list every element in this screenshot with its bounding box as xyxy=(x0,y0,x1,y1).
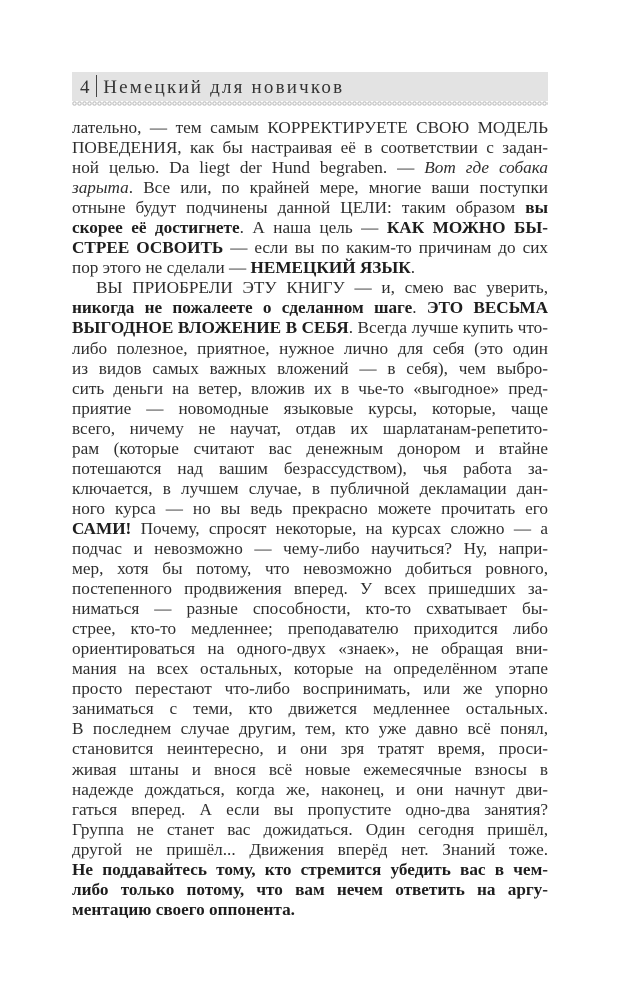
text-run: просто перестают что-либо воспринимать, или же упорно xyxy=(72,679,548,699)
text-run: . А наша цель — xyxy=(239,218,387,238)
text-run: Почему, спросят некоторые, на курсах сложно — а xyxy=(131,518,548,538)
text-line xyxy=(72,399,548,419)
text-run: приятие — новомодные языковые курсы, которые, чаще xyxy=(72,398,548,418)
text-run: подчас и невозможно — чему-либо научиться? Ну, напри- xyxy=(72,538,548,558)
text-run: . Всегда лучше купить что- xyxy=(348,318,548,338)
text-line xyxy=(72,359,548,379)
page-number: 4 xyxy=(80,77,92,98)
bold-text: ЭТО ВЕСЬМА xyxy=(426,298,548,318)
text-line xyxy=(72,840,548,860)
bold-text: САМИ! xyxy=(72,518,132,538)
text-line xyxy=(72,439,548,459)
italic-text: Вот где собака xyxy=(424,158,548,178)
decorative-chain-rule xyxy=(72,101,548,106)
book-title: Немецкий для новичков xyxy=(103,77,345,98)
text-line xyxy=(72,379,548,399)
text-line xyxy=(72,820,548,840)
text-line xyxy=(72,178,548,198)
text-run: мания на всех остальных, которые на определённом этапе xyxy=(72,659,548,679)
text-run: — если вы по каким-то причинам до сих xyxy=(223,238,548,258)
text-run: становится неинтересно, и они зря тратят время, проси- xyxy=(72,739,548,759)
bold-text: КАК МОЖНО БЫ- xyxy=(386,218,548,238)
text-run: гаться вперед. А если вы пропустите одно-два занятия? xyxy=(72,799,548,819)
text-line xyxy=(72,318,548,338)
bold-text: ментацию своего оппонента. xyxy=(72,899,295,919)
text-run: ПОВЕДЕНИЯ, как бы настраивая её в соответствии с задан- xyxy=(72,138,548,158)
text-run: рам (которые считают вас денежным донором и втайне xyxy=(72,438,548,458)
text-run: из видов самых важных вложений — в себя), чем выбро- xyxy=(72,358,548,378)
text-line xyxy=(72,579,548,599)
text-line xyxy=(72,760,548,780)
text-run: ВЫ ПРИОБРЕЛИ ЭТУ КНИГУ — и, смею вас уверить, xyxy=(96,278,548,298)
text-run: лательно, — тем самым КОРРЕКТИРУЕТЕ СВОЮ МОДЕЛЬ xyxy=(72,118,548,137)
text-line xyxy=(72,679,548,699)
header-divider xyxy=(96,75,98,97)
text-line xyxy=(72,459,548,479)
text-line xyxy=(72,860,548,880)
text-run: Группа не станет вас дожидаться. Один сегодня пришёл, xyxy=(72,819,548,839)
text-run: либо полезное, приятное, нужное лично для себя (это один xyxy=(72,338,548,358)
text-line xyxy=(72,719,548,739)
text-line xyxy=(72,419,548,439)
text-run: живая штаны и внося всё новые ежемесячные взносы в xyxy=(72,759,548,779)
text-line xyxy=(72,559,548,579)
text-run: ориентироваться на одного-двух «знаек», не обращая вни- xyxy=(72,639,548,659)
text-line xyxy=(72,218,548,238)
text-run: заниматься с теми, кто движется медленнее остальных. xyxy=(72,699,548,719)
bold-text: ВЫГОДНОЕ ВЛОЖЕНИЕ В СЕБЯ xyxy=(72,318,349,338)
text-run: ного курса — но вы ведь прекрасно можете прочитать его xyxy=(72,498,548,518)
text-run: пор этого не сделали — xyxy=(72,258,251,278)
text-run: ключается, в лучшем случае, в публичной декламации дан- xyxy=(72,478,548,498)
bold-text: никогда не пожалеете о сделанном шаге xyxy=(72,298,413,318)
text-line xyxy=(72,800,548,820)
text-run: всего, ничему не научат, отдав их шарлатанам-репетито- xyxy=(72,418,548,438)
text-run: другой не пришёл... Движения вперёд нет. Знаний тоже. xyxy=(72,839,548,859)
text-line xyxy=(72,699,548,719)
text-run: ниматься — разные способности, кто-то схватывает бы- xyxy=(72,599,548,619)
text-line xyxy=(72,780,548,800)
text-line xyxy=(72,479,548,499)
text-line xyxy=(72,499,548,519)
text-line xyxy=(72,138,548,158)
text-run: надежде дождаться, когда же, наконец, и они начнут дви- xyxy=(72,779,548,799)
text-run: ной целью. Da liegt der Hund begraben. — xyxy=(72,158,425,178)
text-line xyxy=(72,278,548,298)
text-run: стрее, кто-то медленнее; преподавателю приходится либо xyxy=(72,619,548,639)
text-line xyxy=(72,739,548,759)
text-line xyxy=(72,900,548,920)
text-line xyxy=(72,198,548,218)
text-run: сить деньги на ветер, вложив их в чье-то «выгодное» пред- xyxy=(72,378,548,398)
text-line xyxy=(72,619,548,639)
page-body-text xyxy=(72,118,548,920)
text-run: мер, хотя бы потому, что невозможно добиться ровного, xyxy=(72,559,548,579)
italic-text: зарыта xyxy=(72,178,129,198)
text-line xyxy=(72,599,548,619)
text-run: В последнем случае другим, тем, кто уже давно всё понял, xyxy=(72,719,548,739)
text-line xyxy=(72,339,548,359)
text-line xyxy=(72,639,548,659)
text-run: . xyxy=(410,258,416,278)
text-line xyxy=(72,298,548,318)
text-line xyxy=(72,158,548,178)
text-line xyxy=(72,519,548,539)
text-run: постепенного продвижения вперед. У всех пришедших за- xyxy=(72,579,548,599)
text-line xyxy=(72,238,548,258)
bold-text: либо только потому, что вам нечем ответить на аргу- xyxy=(72,879,548,899)
bold-text: Не поддавайтесь тому, кто стремится убедить вас в чем- xyxy=(72,859,548,879)
text-run: потешаются над вашим безрассудством), чья работа за- xyxy=(72,458,548,478)
text-run: . Все или, по крайней мере, многие ваши поступки xyxy=(128,178,548,198)
text-run: . xyxy=(412,298,427,318)
bold-text: скорее её достигнете xyxy=(72,218,240,238)
header-text xyxy=(80,75,344,99)
bold-text: вы xyxy=(525,198,548,218)
running-header xyxy=(72,72,548,101)
text-run: отныне будут подчинены данной ЦЕЛИ: таким образом xyxy=(72,198,526,218)
text-line xyxy=(72,659,548,679)
bold-text: СТРЕЕ ОСВОИТЬ xyxy=(72,238,224,258)
text-line xyxy=(72,539,548,559)
text-line xyxy=(72,118,548,138)
text-line xyxy=(72,880,548,900)
text-line xyxy=(72,258,548,278)
bold-text: НЕМЕЦКИЙ ЯЗЫК xyxy=(250,258,411,278)
